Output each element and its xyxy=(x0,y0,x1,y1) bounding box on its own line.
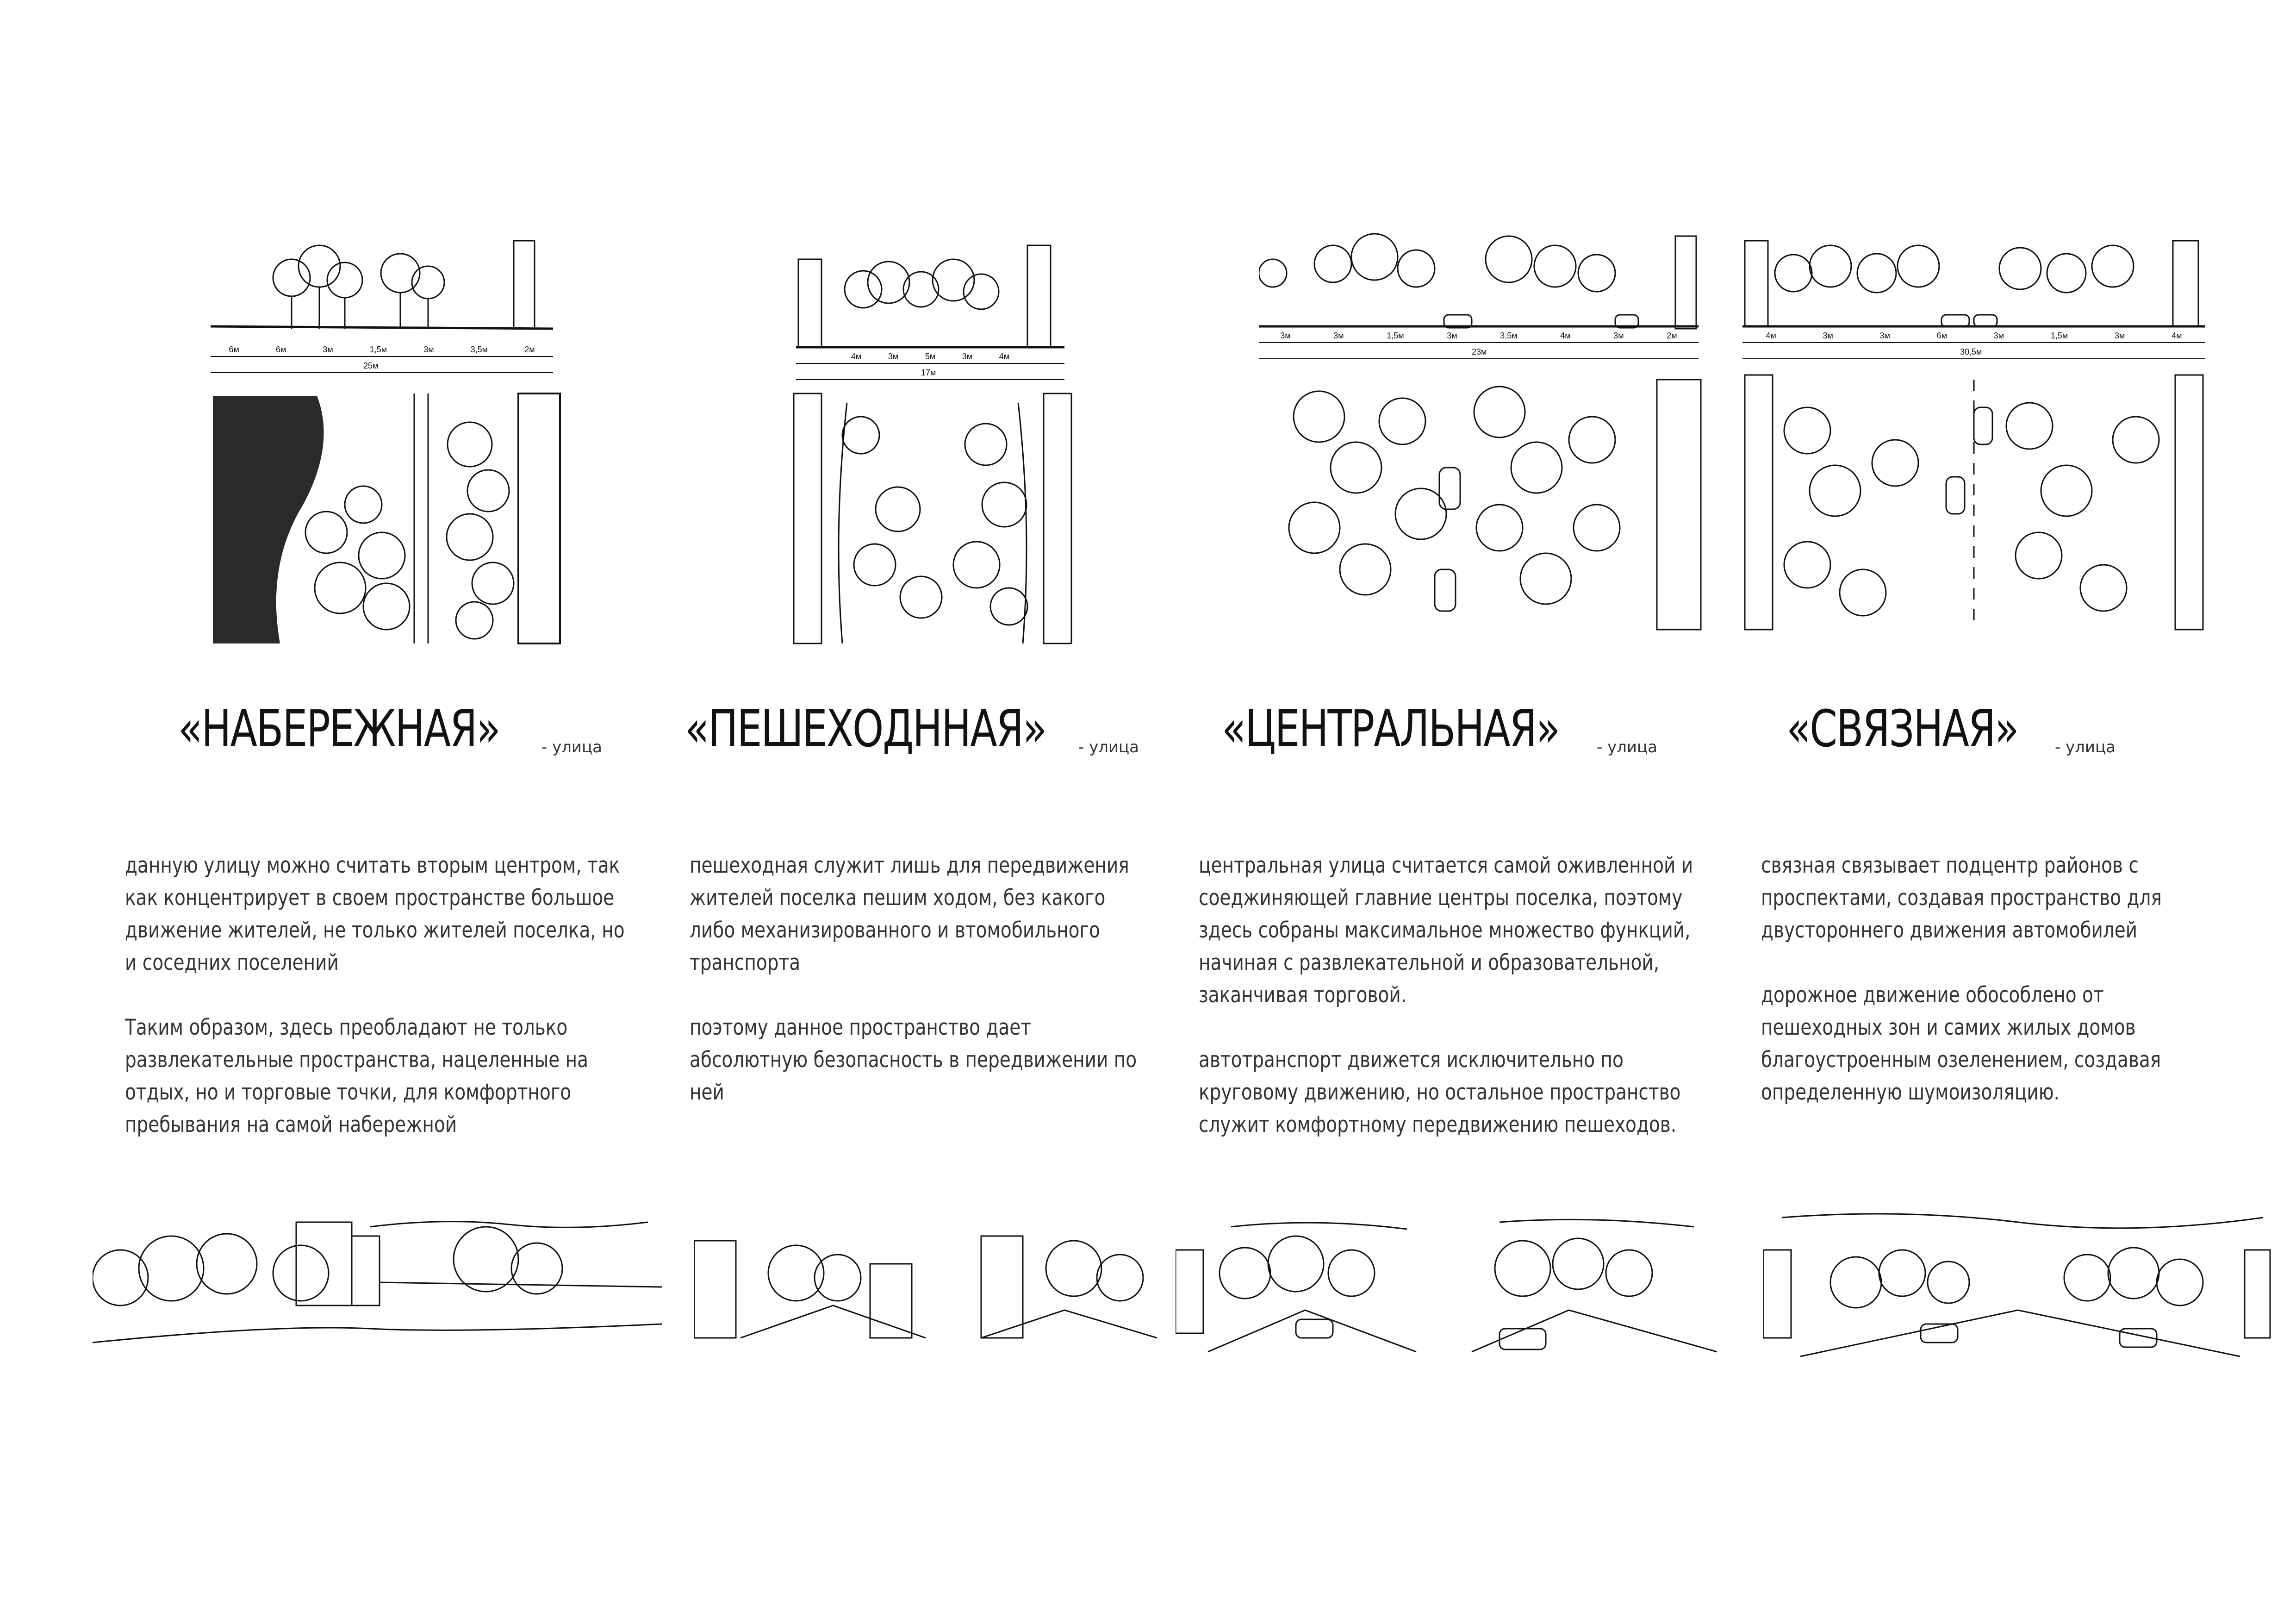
desc-line: жителей поселка пешим ходом, без какого xyxy=(690,885,1106,911)
perspective-svg xyxy=(1176,1213,1717,1361)
street-column-naberezhnaya xyxy=(0,0,625,1624)
desc-line: пешеходных зон и самих жилых домов xyxy=(1761,1015,2136,1040)
dim-total: 30,5м xyxy=(1960,347,1982,356)
dim-label: 3м xyxy=(1333,331,1344,340)
dim-label: 3м xyxy=(1823,331,1833,340)
section-drawing xyxy=(211,222,553,389)
street-title: «ПЕШЕХОДННАЯ» xyxy=(685,699,1046,758)
dim-label: 2м xyxy=(1667,331,1677,340)
desc-line: абсолютную безопасность в передвижении по xyxy=(690,1047,1137,1073)
desc-line: поэтому данное пространство дает xyxy=(690,1015,1031,1040)
dim-label: 6м xyxy=(1936,331,1948,340)
desc-line: и соседних поселений xyxy=(125,950,339,975)
street-suffix: - улица xyxy=(2055,738,2116,756)
perspective-svg xyxy=(694,1222,1157,1352)
dim-labels xyxy=(1742,331,2205,341)
dim-total: 25м xyxy=(363,361,379,370)
dim-label: 6м xyxy=(275,345,286,354)
section-drawing xyxy=(1259,222,1699,375)
desc-line: автотранспорт движется исключительно по xyxy=(1199,1047,1624,1073)
street-heading xyxy=(685,699,1148,759)
desc-line: данную улицу можно считать вторым центром, так xyxy=(125,853,620,878)
street-description xyxy=(125,849,625,1141)
desc-line: движение жителей, не только жителей поселка, но xyxy=(125,918,625,943)
desc-line: Таким образом, здесь преобладают не только xyxy=(125,1015,568,1040)
cross-section-svg xyxy=(796,236,1064,389)
desc-line: пребывания на самой набережной xyxy=(125,1112,457,1137)
perspective-drawing xyxy=(1763,1204,2272,1366)
dim-label: 3,5м xyxy=(470,345,488,354)
street-suffix: - улица xyxy=(1078,738,1139,756)
plan-drawing xyxy=(1259,375,1703,634)
desc-line: заканчивая торговой. xyxy=(1199,982,1407,1008)
desc-line: проспектами, создавая пространство для xyxy=(1761,885,2162,911)
dim-total: 23м xyxy=(1472,347,1487,356)
dim-label: 6м xyxy=(229,345,239,354)
desc-line: начиная с развлекательной и образовательной, xyxy=(1199,950,1660,975)
perspective-drawing xyxy=(694,1222,1157,1352)
desc-line: здесь собраны максимальное множество функций, xyxy=(1199,918,1691,943)
dim-label: 3,5м xyxy=(1500,331,1518,340)
dim-label: 3м xyxy=(1447,331,1457,340)
desc-line: связная связывает подцентр районов с xyxy=(1761,853,2139,878)
street-column-centralnaya xyxy=(1148,0,1722,1624)
desc-line: развлекательные пространства, нацеленные на xyxy=(125,1047,589,1073)
dim-label: 2м xyxy=(524,345,535,354)
street-suffix: - улица xyxy=(1597,738,1658,756)
plan-drawing xyxy=(791,389,1074,648)
desc-line: отдых, но и торговые точки, для комфортного xyxy=(125,1080,572,1105)
street-column-svyaznaya xyxy=(1722,0,2296,1624)
dim-label: 4м xyxy=(2172,331,2182,340)
desc-line: либо механизированного и втомобильного xyxy=(690,918,1100,943)
building xyxy=(514,241,535,329)
plan-svg xyxy=(1742,370,2205,634)
cross-section-svg xyxy=(211,222,553,389)
desc-line: благоустроенным озеленением, создавая xyxy=(1761,1047,2161,1073)
dim-label: 5м xyxy=(925,352,936,361)
dim-labels xyxy=(211,345,553,355)
desc-line: двустороннего движения автомобилей xyxy=(1761,918,2138,943)
dim-label: 4м xyxy=(999,352,1010,361)
street-description xyxy=(1199,849,1693,1141)
dim-label: 3м xyxy=(323,345,333,354)
perspective-svg xyxy=(1763,1204,2272,1366)
perspective-drawing xyxy=(1176,1213,1717,1361)
street-heading xyxy=(178,699,603,759)
dim-label: 3м xyxy=(1879,331,1890,340)
trees xyxy=(273,245,444,329)
street-heading xyxy=(1786,699,2296,759)
plan-svg xyxy=(211,389,562,648)
street-column-peshehodnaya xyxy=(574,0,1148,1624)
dim-label: 3м xyxy=(1613,331,1624,340)
street-title: «СВЯЗНАЯ» xyxy=(1786,699,2018,758)
desc-line: круговому движению, но остальное пространство xyxy=(1199,1080,1681,1105)
dim-label: 1,5м xyxy=(1387,331,1404,340)
dim-label: 4м xyxy=(1766,331,1776,340)
plan-svg xyxy=(791,389,1074,648)
section-drawing xyxy=(1742,222,2205,375)
desc-line: служит комфортному передвижению пешеходов. xyxy=(1199,1112,1677,1137)
desc-line: центральная улица считается самой оживленной и xyxy=(1199,853,1693,878)
dim-label: 3м xyxy=(962,352,973,361)
plan-drawing xyxy=(1742,370,2205,634)
street-suffix: - улица xyxy=(541,738,603,756)
dim-label: 1,5м xyxy=(2050,331,2068,340)
street-heading xyxy=(1222,699,1722,759)
dim-label: 3м xyxy=(1993,331,2004,340)
dim-label: 1,5м xyxy=(369,345,387,354)
dim-label: 4м xyxy=(851,352,862,361)
street-description xyxy=(690,849,1137,1109)
dim-label: 3м xyxy=(888,352,899,361)
desc-line: определенную шумоизоляцию. xyxy=(1761,1080,2060,1105)
dim-label: 3м xyxy=(1280,331,1291,340)
dim-label: 4м xyxy=(1560,331,1571,340)
street-title: «НАБЕРЕЖНАЯ» xyxy=(178,699,500,758)
desc-line: транспорта xyxy=(690,950,801,975)
desc-line: ней xyxy=(690,1080,724,1105)
street-description xyxy=(1761,849,2162,1109)
plan-drawing xyxy=(211,389,562,648)
street-title: «ЦЕНТРАЛЬНАЯ» xyxy=(1222,699,1559,758)
desc-line: дорожное движение обособлено от xyxy=(1761,982,2104,1008)
section-drawing xyxy=(796,236,1064,389)
dim-labels xyxy=(1259,331,1699,341)
desc-line: пешеходная служит лишь для передвижения xyxy=(690,853,1129,878)
dim-labels xyxy=(838,352,1023,362)
dim-label: 3м xyxy=(2115,331,2125,340)
plan-svg xyxy=(1259,375,1703,634)
dim-total: 17м xyxy=(921,368,936,377)
dim-label: 3м xyxy=(423,345,434,354)
desc-line: соеджиняющей главние центры поселка, поэтому xyxy=(1199,885,1683,911)
desc-line: как концентрирует в своем пространстве большое xyxy=(125,885,615,911)
